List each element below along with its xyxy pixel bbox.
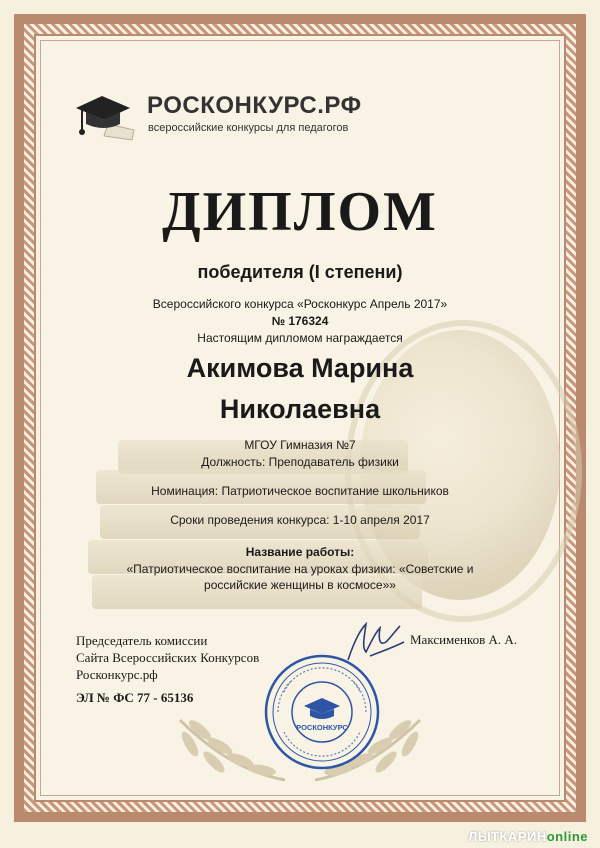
graduation-cap-icon (74, 90, 136, 148)
signer-name: Максименков А. А. (410, 632, 518, 647)
license-number: ЭЛ № ФС 77 - 65136 (76, 690, 194, 705)
official-stamp (262, 652, 382, 772)
work-title-line: российские женщины в космосе»» (204, 578, 396, 592)
chairman-line: Росконкурс.рф (76, 667, 158, 682)
svg-text:РОСКОНКУРС: РОСКОНКУРС (296, 723, 348, 732)
work-title-line: «Патриотическое воспитание на уроках физики: «Советские и (126, 562, 474, 576)
nomination-text: Номинация: Патриотическое воспитание школьников (151, 484, 449, 498)
contest-name: Всероссийского конкурса «Росконкурс Апрель 2017» (152, 297, 448, 311)
brand-tagline: всероссийские конкурсы для педагогов (148, 122, 349, 134)
brand-name: РОСКОНКУРС.РФ (147, 92, 362, 119)
award-degree: победителя (I степени) (197, 262, 403, 282)
site-watermark: ЛЫТКАРИНonline (468, 829, 588, 844)
logo (72, 88, 402, 148)
awarded-text: Настоящим дипломом награждается (197, 331, 403, 345)
contest-dates: Сроки проведения конкурса: 1-10 апреля 2017 (170, 513, 430, 527)
position-text: Должность: Преподаватель физики (201, 455, 399, 469)
diploma-title: ДИПЛОМ (162, 181, 438, 243)
chairman-line: Председатель комиссии (76, 633, 208, 648)
chairman-block (76, 632, 259, 683)
work-title-label: Название работы: (245, 545, 355, 559)
chairman-line: Сайта Всероссийских Конкурсов (76, 650, 260, 665)
diploma-number: № 176324 (271, 314, 329, 328)
recipient-patronymic: Николаевна (219, 394, 381, 424)
recipient-name: Акимова Марина (186, 353, 414, 383)
school-name: МГОУ Гимназия №7 (244, 438, 356, 452)
